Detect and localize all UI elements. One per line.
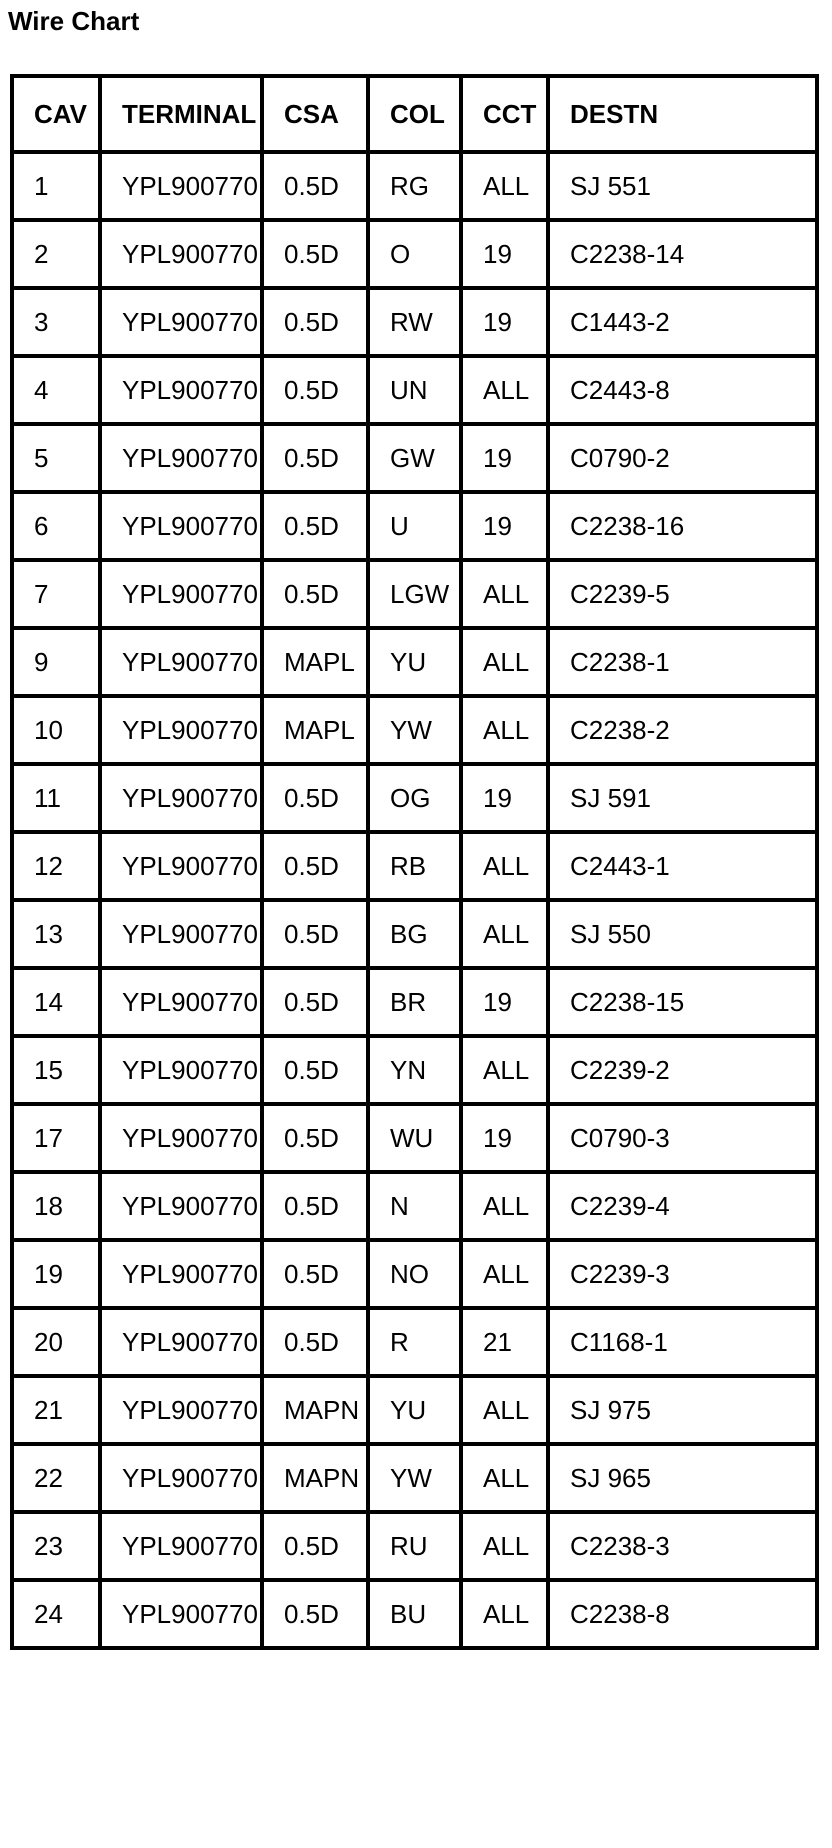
- cell-terminal: YPL900770: [100, 424, 262, 492]
- cell-terminal: YPL900770: [100, 968, 262, 1036]
- cell-cav: 20: [12, 1308, 100, 1376]
- table-row: [12, 1104, 817, 1172]
- table-row: [12, 968, 817, 1036]
- cell-col: WU: [368, 1104, 461, 1172]
- cell-cav: 6: [12, 492, 100, 560]
- cell-csa: 0.5D: [262, 832, 368, 900]
- cell-csa: 0.5D: [262, 1036, 368, 1104]
- cell-terminal: YPL900770: [100, 356, 262, 424]
- column-header-cav: CAV: [12, 76, 100, 152]
- cell-destn: C2238-16: [548, 492, 817, 560]
- cell-cct: ALL: [461, 152, 548, 220]
- cell-destn: C2239-3: [548, 1240, 817, 1308]
- cell-cav: 4: [12, 356, 100, 424]
- cell-col: N: [368, 1172, 461, 1240]
- table-row: [12, 1172, 817, 1240]
- cell-col: GW: [368, 424, 461, 492]
- column-header-col: COL: [368, 76, 461, 152]
- table-row: [12, 1512, 817, 1580]
- cell-terminal: YPL900770: [100, 900, 262, 968]
- cell-csa: 0.5D: [262, 968, 368, 1036]
- cell-cav: 14: [12, 968, 100, 1036]
- cell-cct: 21: [461, 1308, 548, 1376]
- cell-cav: 19: [12, 1240, 100, 1308]
- cell-csa: 0.5D: [262, 560, 368, 628]
- cell-col: YN: [368, 1036, 461, 1104]
- cell-cav: 2: [12, 220, 100, 288]
- cell-cct: ALL: [461, 1580, 548, 1648]
- table-row: [12, 628, 817, 696]
- table-row: [12, 1036, 817, 1104]
- cell-terminal: YPL900770: [100, 764, 262, 832]
- cell-terminal: YPL900770: [100, 1240, 262, 1308]
- cell-csa: 0.5D: [262, 1308, 368, 1376]
- table-row: [12, 1240, 817, 1308]
- cell-destn: C2239-4: [548, 1172, 817, 1240]
- cell-csa: 0.5D: [262, 220, 368, 288]
- cell-cav: 21: [12, 1376, 100, 1444]
- cell-destn: SJ 551: [548, 152, 817, 220]
- cell-col: BG: [368, 900, 461, 968]
- table-row: [12, 356, 817, 424]
- cell-csa: 0.5D: [262, 1240, 368, 1308]
- cell-csa: 0.5D: [262, 492, 368, 560]
- cell-destn: C1168-1: [548, 1308, 817, 1376]
- cell-csa: MAPN: [262, 1444, 368, 1512]
- cell-csa: 0.5D: [262, 356, 368, 424]
- cell-destn: C2238-8: [548, 1580, 817, 1648]
- cell-destn: C2238-15: [548, 968, 817, 1036]
- cell-terminal: YPL900770: [100, 1036, 262, 1104]
- cell-destn: SJ 975: [548, 1376, 817, 1444]
- cell-cct: ALL: [461, 1512, 548, 1580]
- cell-destn: C2239-5: [548, 560, 817, 628]
- table-row: [12, 288, 817, 356]
- cell-csa: MAPN: [262, 1376, 368, 1444]
- cell-terminal: YPL900770: [100, 628, 262, 696]
- cell-col: YW: [368, 1444, 461, 1512]
- cell-cct: ALL: [461, 832, 548, 900]
- cell-cav: 17: [12, 1104, 100, 1172]
- cell-cav: 7: [12, 560, 100, 628]
- cell-col: RG: [368, 152, 461, 220]
- cell-cav: 3: [12, 288, 100, 356]
- cell-cct: 19: [461, 1104, 548, 1172]
- cell-destn: SJ 965: [548, 1444, 817, 1512]
- cell-terminal: YPL900770: [100, 1376, 262, 1444]
- cell-cav: 5: [12, 424, 100, 492]
- cell-col: YW: [368, 696, 461, 764]
- cell-col: RU: [368, 1512, 461, 1580]
- table-row: [12, 1308, 817, 1376]
- table-row: [12, 152, 817, 220]
- cell-cct: ALL: [461, 696, 548, 764]
- cell-destn: C2238-1: [548, 628, 817, 696]
- cell-csa: 0.5D: [262, 1580, 368, 1648]
- cell-terminal: YPL900770: [100, 1308, 262, 1376]
- cell-cct: 19: [461, 220, 548, 288]
- cell-csa: 0.5D: [262, 1172, 368, 1240]
- cell-terminal: YPL900770: [100, 560, 262, 628]
- cell-csa: MAPL: [262, 628, 368, 696]
- table-row: [12, 832, 817, 900]
- table-row: [12, 560, 817, 628]
- cell-col: RB: [368, 832, 461, 900]
- cell-destn: C2238-3: [548, 1512, 817, 1580]
- cell-terminal: YPL900770: [100, 1580, 262, 1648]
- cell-col: U: [368, 492, 461, 560]
- cell-terminal: YPL900770: [100, 1104, 262, 1172]
- cell-cav: 18: [12, 1172, 100, 1240]
- cell-cct: ALL: [461, 1376, 548, 1444]
- cell-col: O: [368, 220, 461, 288]
- cell-cct: 19: [461, 764, 548, 832]
- table-row: [12, 1444, 817, 1512]
- cell-destn: C2239-2: [548, 1036, 817, 1104]
- cell-cav: 9: [12, 628, 100, 696]
- cell-destn: C2443-1: [548, 832, 817, 900]
- cell-cav: 22: [12, 1444, 100, 1512]
- cell-cct: ALL: [461, 560, 548, 628]
- cell-cct: 19: [461, 424, 548, 492]
- page-title: Wire Chart: [8, 6, 140, 36]
- cell-terminal: YPL900770: [100, 832, 262, 900]
- cell-csa: 0.5D: [262, 1104, 368, 1172]
- cell-csa: 0.5D: [262, 152, 368, 220]
- cell-destn: C2238-2: [548, 696, 817, 764]
- cell-destn: C0790-2: [548, 424, 817, 492]
- cell-destn: C1443-2: [548, 288, 817, 356]
- cell-cct: ALL: [461, 628, 548, 696]
- column-header-csa: CSA: [262, 76, 368, 152]
- cell-col: YU: [368, 628, 461, 696]
- cell-terminal: YPL900770: [100, 1444, 262, 1512]
- cell-cct: ALL: [461, 1036, 548, 1104]
- table-row: [12, 492, 817, 560]
- cell-cct: ALL: [461, 1172, 548, 1240]
- table-row: [12, 696, 817, 764]
- cell-col: RW: [368, 288, 461, 356]
- wire-chart-table: [10, 74, 819, 1650]
- cell-terminal: YPL900770: [100, 152, 262, 220]
- table-header: [12, 76, 817, 152]
- cell-terminal: YPL900770: [100, 696, 262, 764]
- cell-cav: 10: [12, 696, 100, 764]
- table-row: [12, 764, 817, 832]
- cell-cct: ALL: [461, 1444, 548, 1512]
- table-row: [12, 424, 817, 492]
- cell-terminal: YPL900770: [100, 220, 262, 288]
- cell-cav: 12: [12, 832, 100, 900]
- cell-col: OG: [368, 764, 461, 832]
- cell-csa: 0.5D: [262, 424, 368, 492]
- cell-destn: SJ 550: [548, 900, 817, 968]
- cell-terminal: YPL900770: [100, 288, 262, 356]
- cell-csa: 0.5D: [262, 1512, 368, 1580]
- cell-terminal: YPL900770: [100, 492, 262, 560]
- column-header-cct: CCT: [461, 76, 548, 152]
- cell-cav: 24: [12, 1580, 100, 1648]
- cell-cct: 19: [461, 968, 548, 1036]
- cell-destn: C2443-8: [548, 356, 817, 424]
- header-row: [12, 76, 817, 152]
- cell-csa: 0.5D: [262, 900, 368, 968]
- cell-cct: ALL: [461, 900, 548, 968]
- cell-cct: 19: [461, 288, 548, 356]
- cell-destn: C0790-3: [548, 1104, 817, 1172]
- column-header-terminal: TERMINAL: [100, 76, 262, 152]
- table-row: [12, 1580, 817, 1648]
- cell-col: YU: [368, 1376, 461, 1444]
- cell-cav: 15: [12, 1036, 100, 1104]
- table-row: [12, 1376, 817, 1444]
- cell-cav: 1: [12, 152, 100, 220]
- cell-cct: ALL: [461, 1240, 548, 1308]
- cell-col: NO: [368, 1240, 461, 1308]
- cell-col: R: [368, 1308, 461, 1376]
- cell-col: BR: [368, 968, 461, 1036]
- cell-terminal: YPL900770: [100, 1512, 262, 1580]
- cell-col: BU: [368, 1580, 461, 1648]
- column-header-destn: DESTN: [548, 76, 817, 152]
- cell-csa: 0.5D: [262, 764, 368, 832]
- cell-destn: C2238-14: [548, 220, 817, 288]
- cell-col: LGW: [368, 560, 461, 628]
- table-body: [12, 152, 817, 1648]
- cell-cav: 11: [12, 764, 100, 832]
- cell-csa: MAPL: [262, 696, 368, 764]
- cell-cav: 23: [12, 1512, 100, 1580]
- cell-cct: 19: [461, 492, 548, 560]
- cell-csa: 0.5D: [262, 288, 368, 356]
- table-row: [12, 900, 817, 968]
- cell-destn: SJ 591: [548, 764, 817, 832]
- cell-cav: 13: [12, 900, 100, 968]
- cell-col: UN: [368, 356, 461, 424]
- cell-cct: ALL: [461, 356, 548, 424]
- cell-terminal: YPL900770: [100, 1172, 262, 1240]
- table-row: [12, 220, 817, 288]
